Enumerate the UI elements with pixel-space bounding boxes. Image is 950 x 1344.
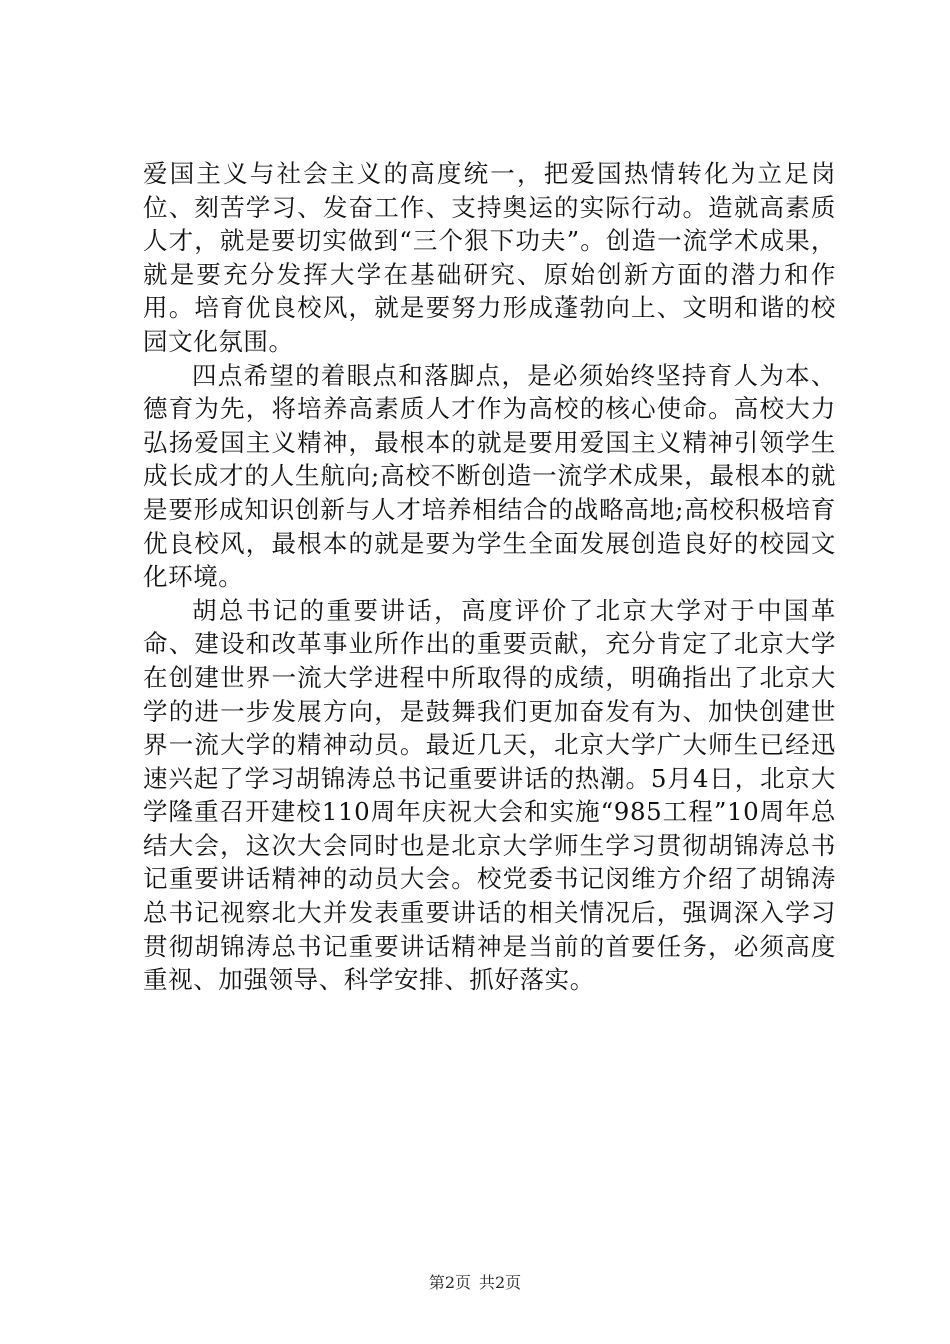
- paragraph-2: 四点希望的着眼点和落脚点，是必须始终坚持育人为本、德育为先，将培养高素质人才作为高校的核心使命。高校大力弘扬爱国主义精神，最根本的就是要用爱国主义精神引领学生成长成才的人生航向;高校不断创造一流学术成果，最根本的就是要形成知识创新与人才培养相结合的战略高地;高校积极培育优良校风，最根本的就是要为学生全面发展创造良好的校园文化环境。: [143, 360, 836, 592]
- paragraph-1: 爱国主义与社会主义的高度统一，把爱国热情转化为立足岗位、刻苦学习、发奋工作、支持奥运的实际行动。造就高素质人才，就是要切实做到“三个狠下功夫”。创造一流学术成果，就是要充分发挥大学在基础研究、原始创新方面的潜力和作用。培育优良校风，就是要努力形成蓬勃向上、文明和谐的校园文化氛围。: [143, 159, 836, 356]
- document-body: [143, 157, 836, 997]
- paragraph-3: 胡总书记的重要讲话，高度评价了北京大学对于中国革命、建设和改革事业所作出的重要贡献，充分肯定了北京大学在创建世界一流大学进程中所取得的成绩，明确指出了北京大学的进一步发展方向，是鼓舞我们更加奋发有为、加快创建世界一流大学的精神动员。最近几天，北京大学广大师生已经迅速兴起了学习胡锦涛总书记重要讲话的热潮。5月4日，北京大学隆重召开建校110周年庆祝大会和实施“985工程”10周年总结大会，这次大会同时也是北京大学师生学习贯彻胡锦涛总书记重要讲话精神的动员大会。校党委书记闵维方介绍了胡锦涛总书记视察北大并发表重要讲话的相关情况后，强调深入学习贯彻胡锦涛总书记重要讲话精神是当前的首要任务，必须高度重视、加强领导、科学安排、抓好落实。: [143, 595, 836, 995]
- page-number: 第2页: [428, 1273, 471, 1292]
- page-total: 共2页: [479, 1273, 522, 1292]
- page-footer: [0, 1273, 950, 1293]
